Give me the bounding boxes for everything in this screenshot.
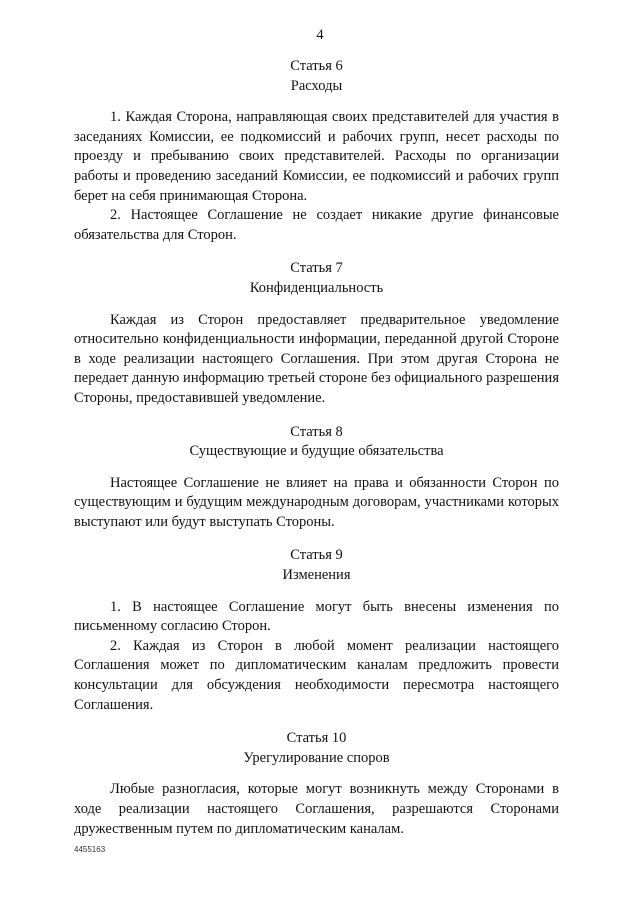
document-body bbox=[74, 57, 559, 853]
article-heading bbox=[74, 729, 559, 768]
article-heading bbox=[74, 546, 559, 585]
article-title: Конфиденциальность bbox=[249, 279, 384, 296]
article-6 bbox=[74, 57, 559, 245]
article-number: Статья 9 bbox=[290, 547, 343, 564]
article-paragraph: 1. В настоящее Соглашение могут быть внесены изменения по письменному согласию Сторон. bbox=[74, 598, 559, 635]
article-number: Статья 6 bbox=[290, 58, 343, 74]
article-paragraph: Каждая из Сторон предоставляет предварительное уведомление относительно конфиденциальности информации, переданной другой Стороне в ходе реализации настоящего Соглашения. При этом другая Сторона не передает данную информацию третьей стороне без официального разрешения Стороны, предоставившей уведомление. bbox=[74, 311, 559, 406]
article-title: Изменения bbox=[282, 567, 351, 584]
article-number: Статья 8 bbox=[290, 423, 343, 440]
article-number: Статья 10 bbox=[286, 730, 347, 747]
article-paragraph: 2. Настоящее Соглашение не создает никакие другие финансовые обязательства для Сторон. bbox=[74, 207, 559, 243]
article-9 bbox=[74, 546, 559, 715]
article-title: Существующие и будущие обязательства bbox=[189, 443, 444, 460]
article-title: Расходы bbox=[290, 77, 343, 94]
article-heading bbox=[74, 259, 559, 298]
article-10 bbox=[74, 729, 559, 839]
article-paragraph: 2. Каждая из Сторон в любой момент реализации настоящего Соглашения может по дипломатическим каналам предложить провести консультации для обсуждения необходимости пересмотра настоящего Соглашения. bbox=[74, 637, 559, 713]
article-paragraph: 1. Каждая Сторона, направляющая своих представителей для участия в заседаниях Комиссии, ее подкомиссий и рабочих групп, несет расходы по проезду и пребыванию своих представителей. Расходы по организации работы и проведению заседаний Комиссии, ее подкомиссий и рабочих групп берет на себя принимающая Сторона. bbox=[74, 109, 559, 204]
document-code: 4455163 bbox=[74, 845, 106, 854]
article-paragraph: Любые разногласия, которые могут возникнуть между Сторонами в ходе реализации настоящего Соглашения, разрешаются Сторонами дружественным путем по дипломатическим каналам. bbox=[74, 781, 559, 837]
article-heading bbox=[74, 423, 559, 462]
page-number: 4 bbox=[316, 27, 324, 43]
article-number: Статья 7 bbox=[290, 260, 343, 277]
article-paragraph: Настоящее Соглашение не влияет на права и обязанности Сторон по существующим и будущим международным договорам, участниками которых выступают или будут выступать Стороны. bbox=[74, 474, 559, 530]
article-7 bbox=[74, 259, 559, 408]
article-heading bbox=[74, 57, 559, 96]
article-8 bbox=[74, 423, 559, 533]
article-title: Урегулирование споров bbox=[243, 749, 390, 766]
